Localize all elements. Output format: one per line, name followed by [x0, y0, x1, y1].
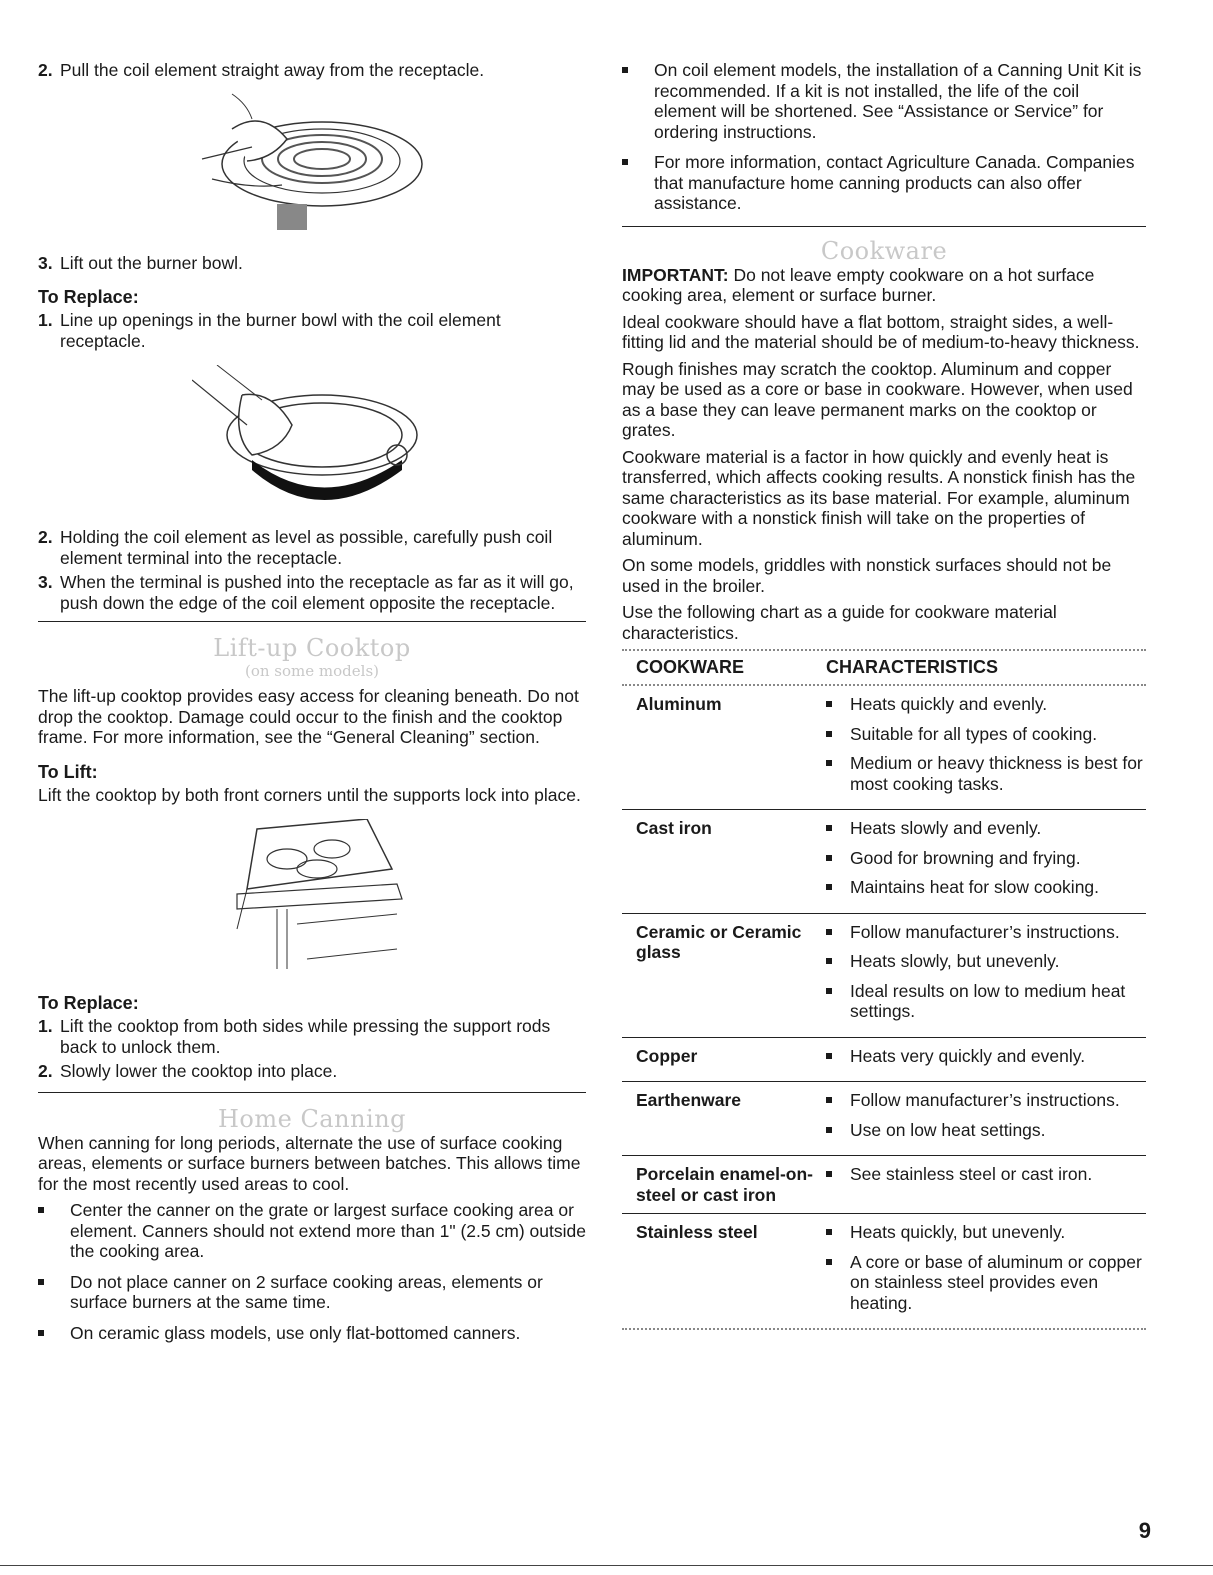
characteristic-item — [826, 1090, 1146, 1111]
table-bottom-rule — [622, 1328, 1146, 1330]
table-row — [622, 913, 1146, 1037]
bullet-text: Center the canner on the grate or largest surface cooking area or element. Canners should not extend more than 1" (2.5 cm) outside the cooking area. — [70, 1200, 586, 1261]
bullet-square-icon — [38, 1207, 44, 1213]
important-note — [622, 265, 1146, 306]
cookware-title: Cookware — [820, 236, 948, 265]
bullet-square-icon — [622, 159, 628, 165]
bullet-square-icon — [826, 1053, 832, 1059]
bullet-square-icon — [826, 929, 832, 935]
cookware-table — [622, 651, 1146, 1328]
bullet-square-icon — [826, 958, 832, 964]
material-name: Porcelain enamel-on-steel or cast iron — [636, 1164, 813, 1205]
header-cookware: COOKWARE — [636, 657, 744, 677]
step-lift-bowl — [38, 253, 586, 274]
bullet-text: On ceramic glass models, use only flat-bottomed canners. — [70, 1322, 521, 1343]
canning-title: Home Canning — [217, 1104, 407, 1133]
left-column — [38, 60, 586, 1353]
characteristic-text: Use on low heat settings. — [850, 1119, 1046, 1140]
table-row — [622, 1037, 1146, 1082]
liftup-replace-step-1 — [38, 1016, 586, 1057]
bullet-square-icon — [826, 1127, 832, 1133]
step-text: Slowly lower the cooktop into place. — [60, 1061, 338, 1081]
characteristic-text: Good for browning and frying. — [850, 847, 1081, 868]
material-name: Earthenware — [636, 1090, 742, 1110]
characteristic-text: Heats quickly, but unevenly. — [850, 1222, 1066, 1242]
section-divider — [38, 621, 586, 622]
material-name: Ceramic or Ceramic glass — [636, 921, 802, 962]
characteristic-item — [826, 1120, 1146, 1141]
to-lift-heading: To Lift: — [38, 761, 98, 782]
header-characteristics: CHARACTERISTICS — [826, 657, 999, 677]
right-column — [622, 60, 1146, 1330]
step-text: Pull the coil element straight away from the receptacle. — [60, 60, 485, 80]
step-text: Lift out the burner bowl. — [60, 252, 243, 273]
liftup-body: The lift-up cooktop provides easy access for cleaning beneath. Do not drop the cooktop. Damage could occur to the finish and the cooktop frame. For more information, see the “General Cleaning” section. — [38, 686, 579, 747]
characteristic-item — [826, 1164, 1146, 1185]
characteristic-text: Maintains heat for slow cooking. — [850, 877, 1100, 897]
characteristic-text: Heats slowly and evenly. — [850, 818, 1042, 838]
characteristic-item — [826, 724, 1146, 745]
footer-rule — [0, 1565, 1213, 1566]
canning-bullet — [622, 60, 1146, 142]
table-row — [622, 1214, 1146, 1329]
bullet-square-icon — [826, 1259, 832, 1265]
characteristic-text: See stainless steel or cast iron. — [850, 1164, 1093, 1184]
step-number: 1. — [38, 1016, 53, 1036]
bullet-square-icon — [826, 760, 832, 766]
bullet-square-icon — [622, 67, 628, 73]
table-row — [622, 1082, 1146, 1156]
liftup-replace-heading: To Replace: — [38, 993, 139, 1013]
cookware-paragraph: Cookware material is a factor in how quickly and evenly heat is transferred, which affects cooking results. A nonstick finish has the same characteristics as its base material. For example, aluminum cookware with a nonstick finish will take on the properties of aluminum. — [622, 446, 1136, 549]
step-number: 2. — [38, 527, 53, 547]
cookware-paragraph: Ideal cookware should have a flat bottom, straight sides, a well-fitting lid and the material should be of medium-to-heavy thickness. — [622, 311, 1140, 352]
cookware-paragraph: Use the following chart as a guide for cookware material characteristics. — [622, 602, 1057, 643]
bullet-square-icon — [826, 701, 832, 707]
characteristic-text: Follow manufacturer’s instructions. — [850, 921, 1120, 942]
cookware-paragraph: On some models, griddles with nonstick surfaces should not be used in the broiler. — [622, 555, 1112, 596]
important-label: IMPORTANT: — [622, 264, 729, 285]
table-header-row — [622, 651, 1146, 684]
bullet-square-icon — [826, 1229, 832, 1235]
bullet-text: Do not place canner on 2 surface cooking areas, elements or surface burners at the same time. — [70, 1271, 543, 1312]
bullet-square-icon — [826, 988, 832, 994]
characteristic-item — [826, 981, 1146, 1022]
canning-bullet — [38, 1200, 586, 1262]
characteristic-item — [826, 694, 1146, 715]
bullet-square-icon — [826, 884, 832, 890]
characteristic-text: Medium or heavy thickness is best for most cooking tasks. — [850, 753, 1143, 794]
bullet-square-icon — [826, 825, 832, 831]
bullet-text: On coil element models, the installation of a Canning Unit Kit is recommended. If a kit is not installed, the life of the coil element will be shortened. See “Assistance or Service” for ordering instructions. — [654, 60, 1142, 142]
step-text: Line up openings in the burner bowl with the coil element receptacle. — [60, 310, 501, 351]
to-replace-heading: To Replace: — [38, 287, 139, 307]
step-number: 3. — [38, 252, 53, 273]
to-lift-text: Lift the cooktop by both front corners until the supports lock into place. — [38, 784, 581, 805]
characteristic-text: Heats very quickly and evenly. — [850, 1045, 1086, 1066]
step-number: 3. — [38, 572, 53, 592]
table-row — [622, 1156, 1146, 1214]
step-number: 2. — [38, 60, 53, 80]
characteristic-item — [826, 951, 1146, 972]
bullet-square-icon — [826, 1097, 832, 1103]
characteristic-item — [826, 1252, 1146, 1314]
coil-element-removal-illustration — [192, 89, 432, 239]
bullet-square-icon — [826, 1171, 832, 1177]
material-name: Aluminum — [636, 694, 722, 714]
important-text: Do not leave empty cookware on a hot surface cooking area, element or surface burner. — [622, 264, 1095, 305]
replace-step-1 — [38, 310, 586, 351]
material-name: Copper — [636, 1045, 698, 1066]
liftup-replace-step-2 — [38, 1061, 586, 1082]
replace-step-3 — [38, 572, 586, 613]
canning-bullet — [38, 1272, 586, 1313]
section-divider — [622, 226, 1146, 227]
bullet-square-icon — [38, 1330, 44, 1336]
characteristic-item — [826, 1046, 1146, 1067]
page-number: 9 — [1138, 1518, 1151, 1543]
cookware-paragraph: Rough finishes may scratch the cooktop. Aluminum and copper may be used as a core or base in cookware. However, when used as a base they can leave permanent marks on the cooktop or grates. — [622, 358, 1133, 440]
characteristic-item — [826, 877, 1146, 898]
canning-bullet — [622, 152, 1146, 214]
liftup-title: Lift-up Cooktop — [213, 634, 411, 662]
table-row — [622, 686, 1146, 810]
characteristic-item — [826, 753, 1146, 794]
bullet-square-icon — [826, 731, 832, 737]
characteristic-item — [826, 922, 1146, 943]
step-text: Holding the coil element as level as possible, carefully push coil element terminal into the receptacle. — [60, 527, 553, 568]
characteristic-text: Heats quickly and evenly. — [850, 694, 1048, 714]
step-text: When the terminal is pushed into the receptacle as far as it will go, push down the edge of the coil element opposite the receptacle. — [60, 572, 574, 613]
liftup-subtitle: (on some models) — [245, 662, 379, 680]
bullet-square-icon — [38, 1279, 44, 1285]
bullet-text: For more information, contact Agriculture Canada. Companies that manufacture home canning products can also offer assistance. — [654, 152, 1135, 213]
canning-bullet — [38, 1323, 586, 1344]
canning-body: When canning for long periods, alternate the use of surface cooking areas, elements or surface burners between batches. This allows time for the most recently used areas to cool. — [38, 1132, 581, 1194]
characteristic-item — [826, 848, 1146, 869]
bullet-square-icon — [826, 855, 832, 861]
replace-step-2 — [38, 527, 586, 568]
step-text: Lift the cooktop from both sides while pressing the support rods back to unlock them. — [60, 1016, 551, 1057]
characteristic-text: Ideal results on low to medium heat settings. — [850, 980, 1126, 1021]
material-name: Cast iron — [636, 818, 712, 838]
burner-bowl-illustration — [192, 365, 432, 515]
characteristic-text: A core or base of aluminum or copper on stainless steel provides even heating. — [850, 1251, 1142, 1313]
material-name: Stainless steel — [636, 1222, 758, 1242]
characteristic-text: Follow manufacturer’s instructions. — [850, 1090, 1120, 1110]
step-number: 1. — [38, 310, 53, 330]
section-divider — [38, 1092, 586, 1093]
lift-up-cooktop-illustration — [217, 819, 407, 969]
characteristic-text: Heats slowly, but unevenly. — [850, 951, 1060, 971]
table-row — [622, 810, 1146, 914]
characteristic-item — [826, 1222, 1146, 1243]
characteristic-text: Suitable for all types of cooking. — [850, 723, 1098, 744]
step-pull-coil — [38, 60, 586, 81]
step-number: 2. — [38, 1061, 53, 1081]
characteristic-item — [826, 818, 1146, 839]
